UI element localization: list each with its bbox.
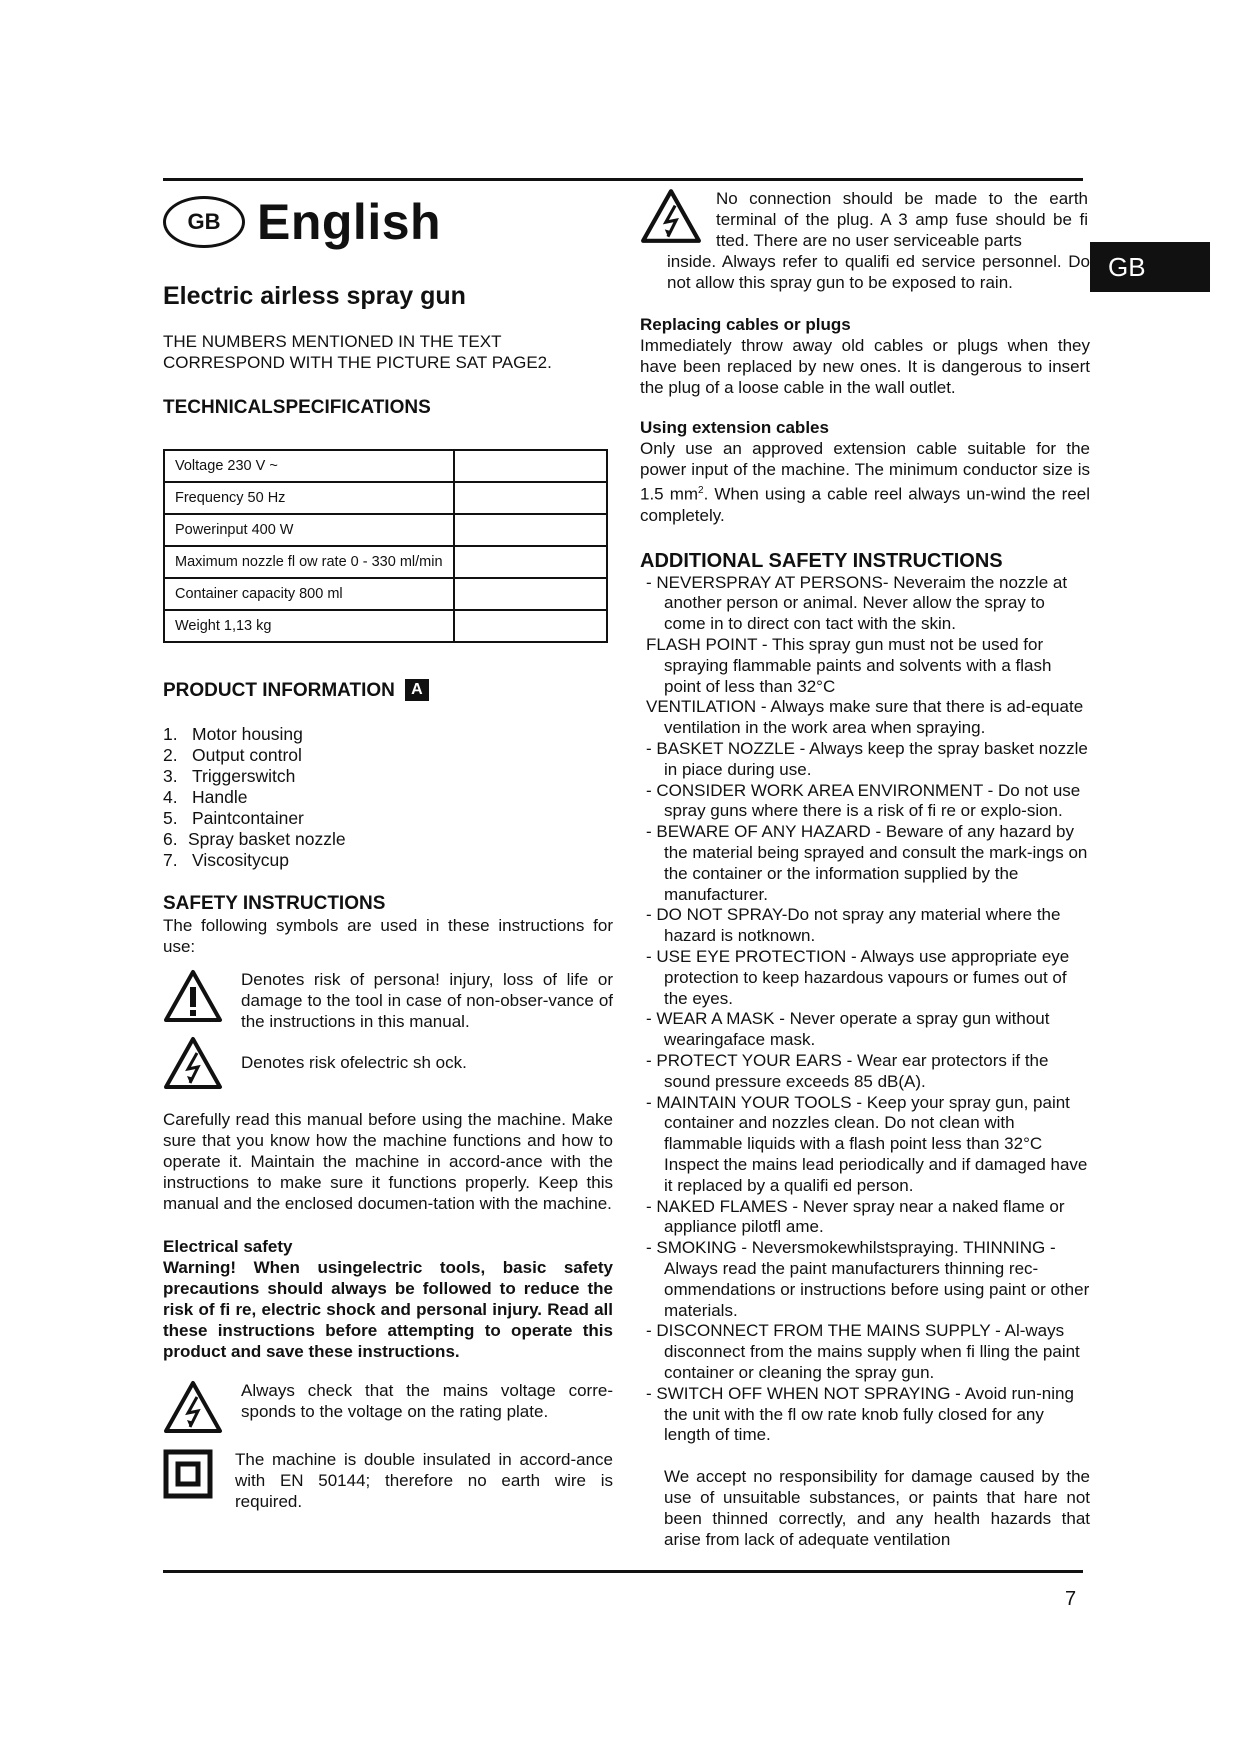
spec-empty-cell xyxy=(454,546,607,578)
list-text: Triggerswitch xyxy=(192,766,296,786)
warning-triangle-icon xyxy=(163,969,241,1028)
shock-symbol-row xyxy=(163,1036,613,1095)
safety-heading: SAFETY INSTRUCTIONS xyxy=(163,893,386,914)
intro-text: THE NUMBERS MENTIONED IN THE TEXT CORRESPOND WITH THE PICTURE SAT PAGE2. xyxy=(163,332,552,372)
language-badge: GB xyxy=(163,196,245,248)
spec-cell: Powerinput 400 W xyxy=(164,514,454,546)
list-item: - DISCONNECT FROM THE MAINS SUPPLY - Al-ways disconnect from the mains supply when fi lling the paint container or cleaning the spray gun. xyxy=(646,1321,1080,1382)
table-row xyxy=(164,450,607,482)
list-number: 7. xyxy=(163,850,178,870)
replacing-text: Immediately throw away old cables or plugs when they have been replaced by new ones. It is dangerous to insert the plug of a loose cable in the wall outlet. xyxy=(640,336,1090,397)
additional-heading: ADDITIONAL SAFETY INSTRUCTIONS xyxy=(640,549,1003,572)
list-item xyxy=(163,808,613,829)
list-item: - DO NOT SPRAY-Do not spray any material where the hazard is notknown. xyxy=(646,905,1061,946)
list-item: - SWITCH OFF WHEN NOT SPRAYING - Avoid run-ning the unit with the fl ow rate knob fully closed for any length of time. xyxy=(646,1383,1074,1445)
electric-shock-icon xyxy=(163,1380,241,1439)
double-insulation-icon xyxy=(163,1449,235,1504)
spec-empty-cell xyxy=(454,482,607,514)
list-item xyxy=(163,745,613,766)
replacing-heading: Replacing cables or plugs xyxy=(640,315,851,334)
disclaimer-text: We accept no responsibility for damage caused by the use of unsuitable substances, or paints that hare not been thinned correctly, and any health hazards that arise from lack of adequate ventilation xyxy=(664,1467,1090,1550)
table-row xyxy=(164,578,607,610)
extension-text xyxy=(640,438,1090,526)
list-number: 3. xyxy=(163,766,178,786)
voltage-symbol-row xyxy=(163,1380,613,1439)
spec-cell: Container capacity 800 ml xyxy=(164,578,454,610)
language-tab: GB xyxy=(1090,242,1210,292)
product-info-heading-text: PRODUCT INFORMATION xyxy=(163,680,395,701)
spec-table xyxy=(163,449,608,643)
list-number: 2. xyxy=(163,745,178,765)
list-item: - NEVERSPRAY AT PERSONS- Neveraim the nozzle at another person or animal. Never allow the spray to come in to direct con tact with the skin. xyxy=(646,572,1068,634)
list-text: Handle xyxy=(192,787,248,807)
page-number: 7 xyxy=(1065,1588,1077,1610)
earth-note-row xyxy=(640,188,1090,251)
additional-list xyxy=(640,573,1090,1446)
list-item: - MAINTAIN YOUR TOOLS - Keep your spray gun, paint container and nozzles clean. Do not clean with flammable liquids with a flash point less than 32°C Inspect the mains lead periodically and if damaged have it replaced by a qualifi ed person. xyxy=(646,1092,1088,1195)
extension-text-part: Only use an approved extension cable suitable for the power input of the machine. The minimum conductor size is 1.5 mm xyxy=(640,439,1090,504)
extension-heading: Using extension cables xyxy=(640,418,829,437)
tech-spec-heading: TECHNICALSPECIFICATIONS xyxy=(163,397,431,418)
list-item: FLASH POINT - This spray gun must not be used for spraying flammable paints and solvents with a flash point of less than 32°C xyxy=(646,635,1052,696)
bottom-rule xyxy=(163,1570,1083,1573)
language-header xyxy=(163,190,613,254)
list-text: Viscositycup xyxy=(192,850,289,870)
list-item: - SMOKING - Neversmokewhilstspraying. THINNING - Always read the paint manufacturers thinning rec-ommendations or instructions before using paint or other materials. xyxy=(646,1238,1090,1320)
list-item xyxy=(163,724,613,745)
product-info-heading xyxy=(163,679,613,702)
table-row xyxy=(164,610,607,642)
spec-empty-cell xyxy=(454,578,607,610)
spec-cell: Weight 1,13 kg xyxy=(164,610,454,642)
earth-note-bottom: inside. Always refer to qualifi ed service personnel. Do not allow this spray gun to be exposed to rain. xyxy=(667,252,1090,292)
table-row xyxy=(164,482,607,514)
list-item: - BASKET NOZZLE - Always keep the spray basket nozzle in piace during use. xyxy=(646,739,1088,779)
product-title: Electric airless spray gun xyxy=(163,282,466,310)
list-text: Output control xyxy=(192,745,302,765)
list-item: - BEWARE OF ANY HAZARD - Beware of any hazard by the material being sprayed and consult the mark-ings on the container or the information supplied by the manufacturer. xyxy=(646,822,1088,904)
parts-list xyxy=(163,724,613,871)
right-column xyxy=(640,188,1090,1550)
list-text: Motor housing xyxy=(192,724,303,744)
earth-note-top: No connection should be made to the earth terminal of the plug. A 3 amp fuse should be fi tted. There are no user serviceable parts xyxy=(716,189,1088,250)
spec-empty-cell xyxy=(454,514,607,546)
shock-symbol-text: Denotes risk ofelectric sh ock. xyxy=(241,1053,467,1072)
list-item xyxy=(163,829,613,850)
list-item: - CONSIDER WORK AREA ENVIRONMENT - Do not use spray guns where there is a risk of fi re or explo-sion. xyxy=(646,780,1081,821)
electric-shock-icon xyxy=(163,1036,241,1095)
list-number: 4. xyxy=(163,787,178,807)
spec-cell: Voltage 230 V ~ xyxy=(164,450,454,482)
list-item xyxy=(163,850,613,871)
spec-cell: Maximum nozzle fl ow rate 0 - 330 ml/min xyxy=(164,546,454,578)
left-column xyxy=(163,190,613,1512)
language-title: English xyxy=(257,194,442,250)
double-insulation-row xyxy=(163,1449,613,1512)
double-insulation-text: The machine is double insulated in accord-ance with EN 50144; therefore no earth wire is required. xyxy=(235,1450,613,1511)
list-item xyxy=(163,766,613,787)
list-number: 6. xyxy=(163,829,178,849)
list-item xyxy=(163,787,613,808)
spec-empty-cell xyxy=(454,450,607,482)
electrical-heading: Electrical safety xyxy=(163,1237,293,1256)
list-item: - PROTECT YOUR EARS - Wear ear protectors if the sound pressure exceeds 85 dB(A). xyxy=(646,1050,1049,1091)
safety-intro: The following symbols are used in these instructions for use: xyxy=(163,916,613,956)
list-text: Paintcontainer xyxy=(192,808,304,828)
table-row xyxy=(164,546,607,578)
warning-symbol-row xyxy=(163,969,613,1032)
list-number: 5. xyxy=(163,808,178,828)
voltage-check-text: Always check that the mains voltage corre-sponds to the voltage on the rating plate. xyxy=(241,1381,613,1421)
spec-empty-cell xyxy=(454,610,607,642)
read-manual-text: Carefully read this manual before using the machine. Make sure that you know how the machine functions and how to operate it. Maintain the machine in accord-ance with the instructions to make sure it functions properly. Keep this manual and the enclosed documen-tation with the machine. xyxy=(163,1110,613,1213)
electric-shock-icon xyxy=(640,188,716,251)
top-rule xyxy=(163,178,1083,181)
electrical-warning: Warning! When usingelectric tools, basic safety precautions should always be followed to reduce the risk of fi re, electric shock and personal injury. Read all these instructions before attempting to operate this product and save these instructions. xyxy=(163,1258,613,1361)
list-text: Spray basket nozzle xyxy=(188,829,346,849)
list-item: - USE EYE PROTECTION - Always use appropriate eye protection to keep hazardous vapours or fumes out of the eyes. xyxy=(646,947,1070,1008)
figure-ref-badge: A xyxy=(405,679,429,701)
table-row xyxy=(164,514,607,546)
spec-cell: Frequency 50 Hz xyxy=(164,482,454,514)
list-item: VENTILATION - Always make sure that there is ad-equate ventilation in the work area when spraying. xyxy=(646,697,1084,738)
extension-text-part: . When using a cable reel always un-wind the reel completely. xyxy=(640,484,1091,525)
superscript: 2 xyxy=(698,485,704,496)
list-number: 1. xyxy=(163,724,178,744)
list-item: - WEAR A MASK - Never operate a spray gun without wearingaface mask. xyxy=(646,1009,1050,1050)
list-item: - NAKED FLAMES - Never spray near a naked flame or appliance pilotfl ame. xyxy=(646,1196,1065,1237)
warning-symbol-text: Denotes risk of persona! injury, loss of life or damage to the tool in case of non-obser-vance of the instructions in this manual. xyxy=(241,970,613,1031)
